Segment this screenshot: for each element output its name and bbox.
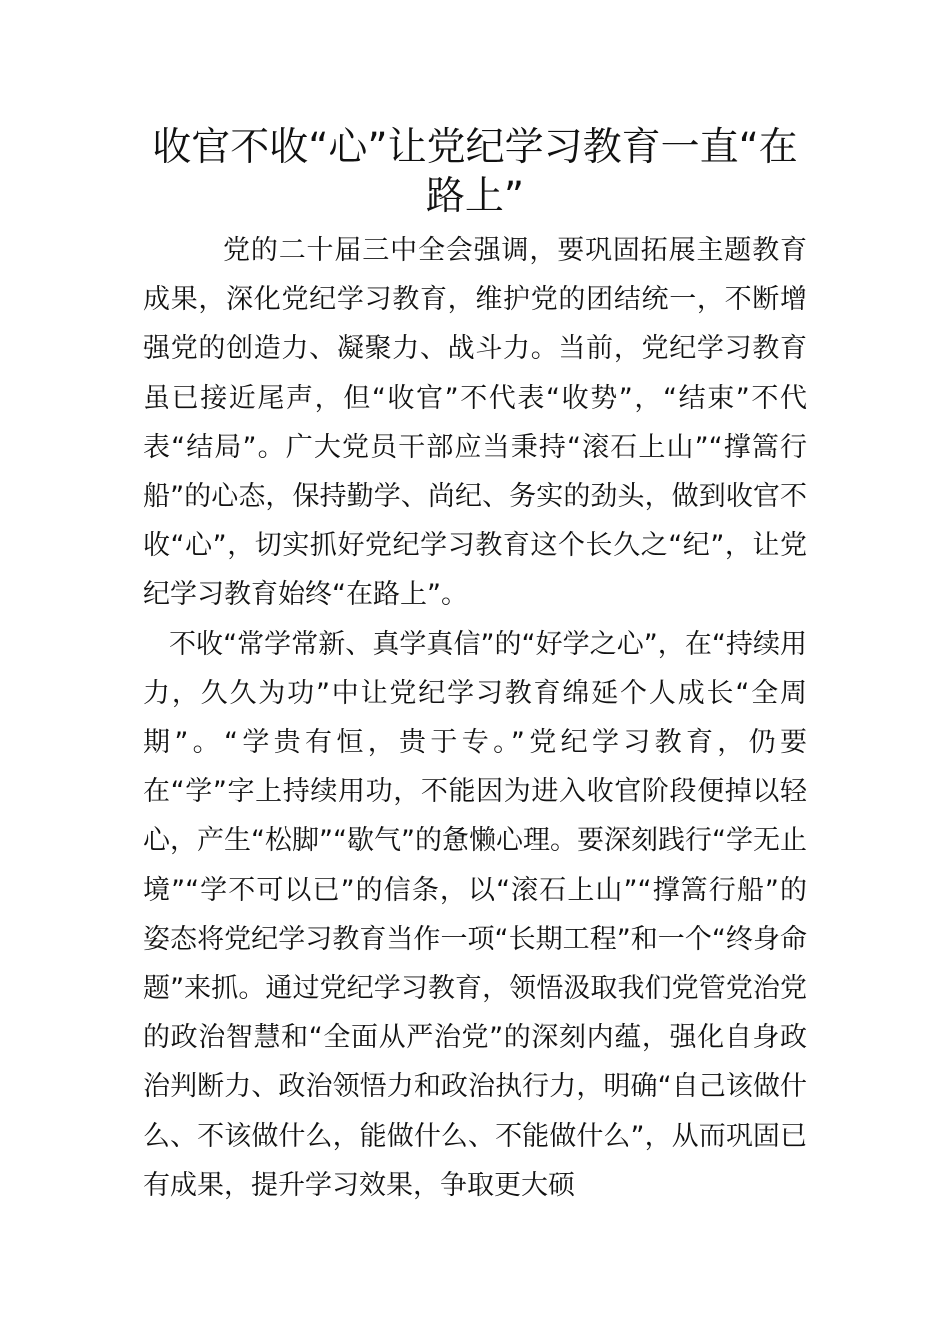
document-title: 收官不收“心”让党纪学习教育一直“在路上” [152,125,798,219]
paragraph-2: 不收“常学常新、真学真信”的“好学之心”，在“持续用力，久久为功”中让党纪学习教育绵延个人成长“全周期”。“学贵有恒，贵于专。”党纪学习教育，仍要在“学”字上持续用功，不能因为进入收官阶段便掉以轻心，产生“松脚”“歇气”的惫懒心理。要深刻践行“学无止境”“学不可以已”的信条，以“滚石上山”“撑篙行船”的姿态将党纪学习教育当作一项“长期工程”和一个“终身命题”来抓。通过党纪学习教育，领悟汲取我们党管党治党的政治智慧和“全面从严治党”的深刻内蕴，强化自身政治判断力、政治领悟力和政治执行力，明确“自己该做什么、不该做什么，能做什么、不能做什么”，从而巩固已有成果，提升学习效果，争取更大硕 [143,628,807,1201]
paragraph-1: 党的二十届三中全会强调，要巩固拓展主题教育成果，深化党纪学习教育，维护党的团结统一，不断增强党的创造力、凝聚力、战斗力。当前，党纪学习教育虽已接近尾声，但“收官”不代表“收势”，“结束”不代表“结局”。广大党员干部应当秉持“滚石上山”“撑篙行船”的心态，保持勤学、尚纪、务实的劲头，做到收官不收“心”，切实抓好党纪学习教育这个长久之“纪”，让党纪学习教育始终“在路上”。 [143,235,807,611]
document-body [143,226,807,1210]
